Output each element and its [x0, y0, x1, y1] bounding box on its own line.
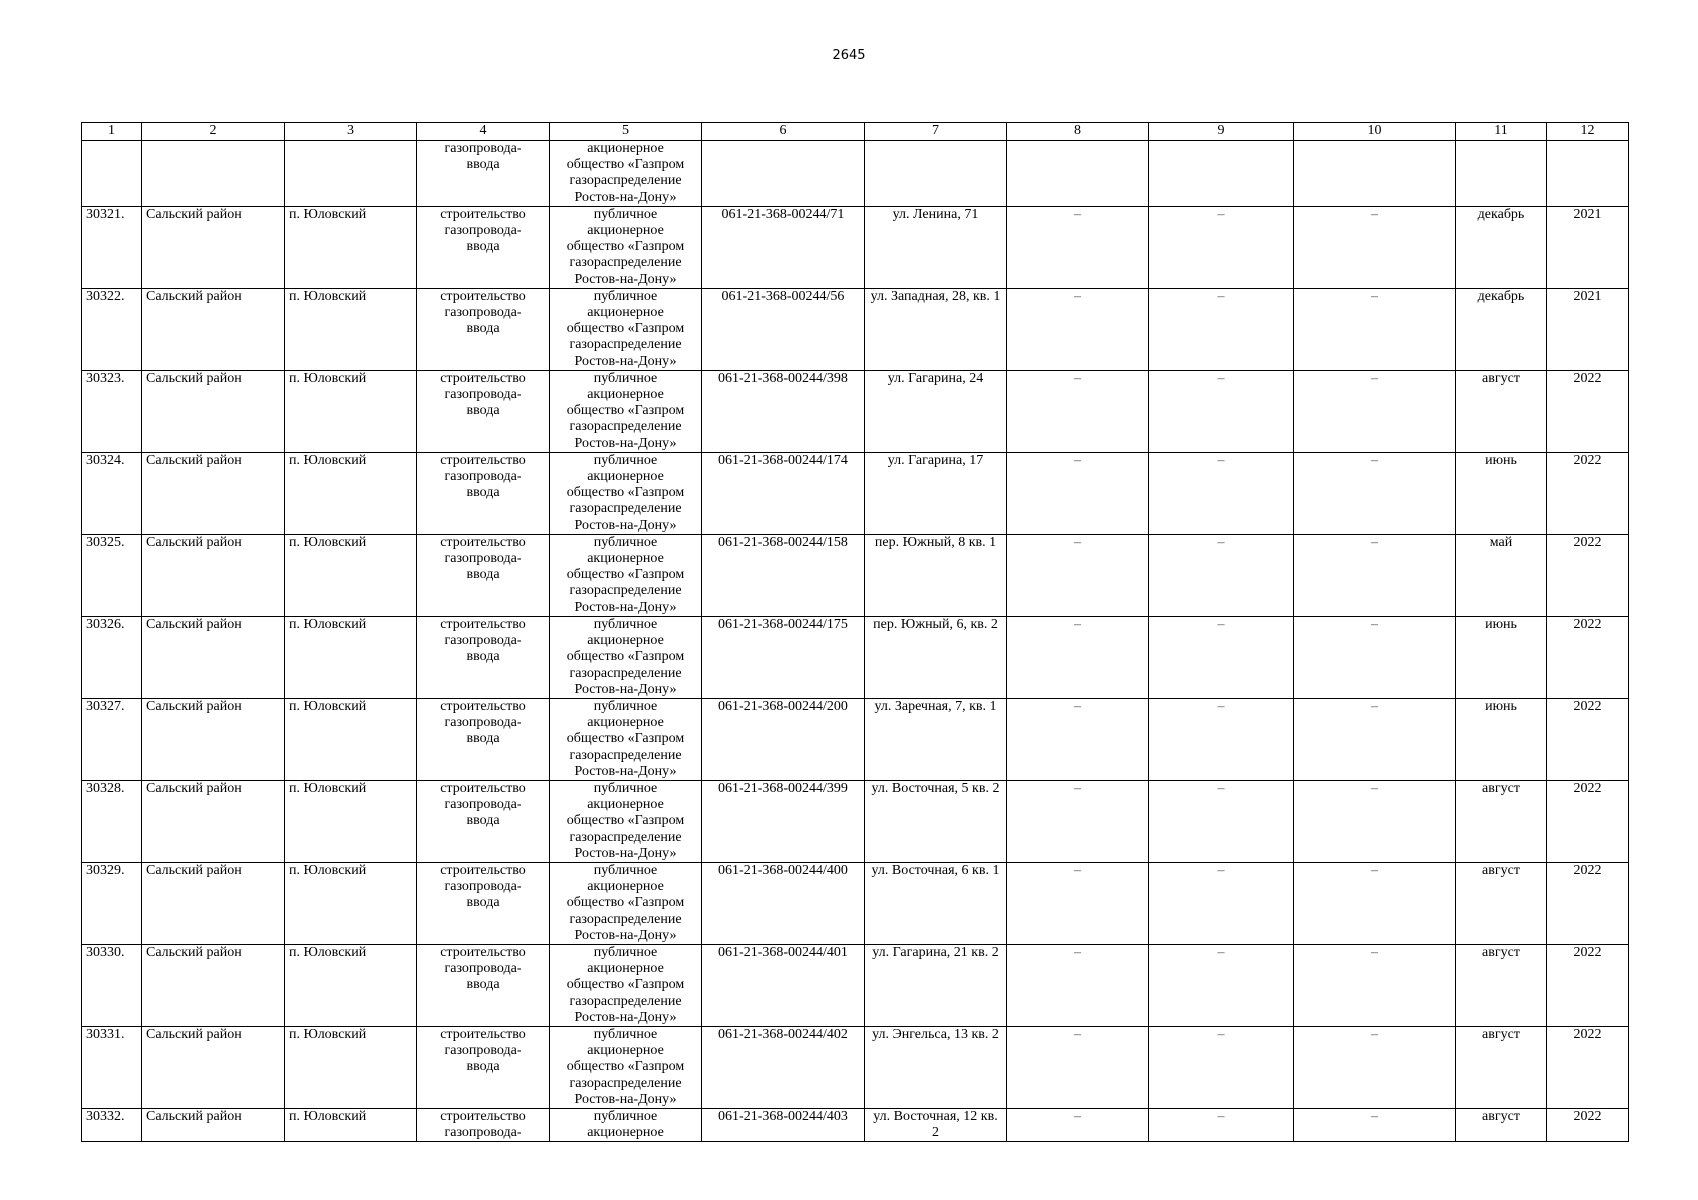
- dash-cell: –: [1007, 944, 1149, 1026]
- dash-cell: –: [1149, 1108, 1294, 1141]
- row-number-cell: 30322.: [82, 288, 142, 370]
- year-cell: 2021: [1547, 288, 1629, 370]
- district-cell: Сальский район: [142, 288, 285, 370]
- dash-cell: –: [1007, 370, 1149, 452]
- empty-cell: [1456, 141, 1547, 207]
- code-cell: 061-21-368-00244/71: [702, 206, 865, 288]
- organization-cell: публичное акционерное общество «Газпром газораспределение Ростов-на-Дону»: [550, 862, 702, 944]
- dash-cell: –: [1149, 862, 1294, 944]
- table-row: [82, 698, 1629, 780]
- dash-cell: –: [1007, 206, 1149, 288]
- settlement-cell: п. Юловский: [285, 288, 417, 370]
- header-cell: 6: [702, 123, 865, 141]
- empty-cell: [1149, 141, 1294, 207]
- work-type-cell: строительство газопровода- ввода: [417, 862, 550, 944]
- month-cell: июнь: [1456, 452, 1547, 534]
- header-cell: 12: [1547, 123, 1629, 141]
- dash-cell: –: [1007, 616, 1149, 698]
- month-cell: август: [1456, 1026, 1547, 1108]
- month-cell: август: [1456, 944, 1547, 1026]
- address-cell: ул. Заречная, 7, кв. 1: [865, 698, 1007, 780]
- dash-cell: –: [1149, 780, 1294, 862]
- district-cell: Сальский район: [142, 534, 285, 616]
- empty-cell: [1547, 141, 1629, 207]
- organization-cell: публичное акционерное общество «Газпром газораспределение Ростов-на-Дону»: [550, 616, 702, 698]
- district-cell: Сальский район: [142, 206, 285, 288]
- header-cell: 7: [865, 123, 1007, 141]
- organization-cell: публичное акционерное общество «Газпром газораспределение Ростов-на-Дону»: [550, 288, 702, 370]
- settlement-cell: п. Юловский: [285, 370, 417, 452]
- dash-cell: –: [1149, 370, 1294, 452]
- dash-cell: –: [1294, 780, 1456, 862]
- organization-cell: публичное акционерное общество «Газпром газораспределение Ростов-на-Дону»: [550, 944, 702, 1026]
- dash-cell: –: [1007, 1108, 1149, 1141]
- year-cell: 2022: [1547, 370, 1629, 452]
- code-cell: 061-21-368-00244/400: [702, 862, 865, 944]
- district-cell: Сальский район: [142, 1108, 285, 1141]
- dash-cell: –: [1294, 862, 1456, 944]
- year-cell: 2021: [1547, 206, 1629, 288]
- dash-cell: –: [1149, 534, 1294, 616]
- organization-cell: публичное акционерное общество «Газпром газораспределение Ростов-на-Дону»: [550, 452, 702, 534]
- dash-cell: –: [1294, 1026, 1456, 1108]
- dash-cell: –: [1007, 452, 1149, 534]
- dash-cell: –: [1007, 1026, 1149, 1108]
- year-cell: 2022: [1547, 862, 1629, 944]
- row-number-cell: 30325.: [82, 534, 142, 616]
- organization-cell: публичное акционерное общество «Газпром газораспределение Ростов-на-Дону»: [550, 534, 702, 616]
- organization-cell: публичное акционерное общество «Газпром газораспределение Ростов-на-Дону»: [550, 370, 702, 452]
- dash-cell: –: [1149, 288, 1294, 370]
- organization-cell: публичное акционерное: [550, 1108, 702, 1141]
- row-number-cell: 30329.: [82, 862, 142, 944]
- row-number-cell: 30321.: [82, 206, 142, 288]
- table-row-continuation: [82, 141, 1629, 207]
- header-cell: 11: [1456, 123, 1547, 141]
- district-cell: Сальский район: [142, 780, 285, 862]
- code-cell: 061-21-368-00244/174: [702, 452, 865, 534]
- dash-cell: –: [1294, 1108, 1456, 1141]
- month-cell: декабрь: [1456, 288, 1547, 370]
- row-number-cell: 30326.: [82, 616, 142, 698]
- work-type-cell: строительство газопровода- ввода: [417, 944, 550, 1026]
- work-type-cell: строительство газопровода- ввода: [417, 534, 550, 616]
- empty-cell: [702, 141, 865, 207]
- work-type-cell: строительство газопровода- ввода: [417, 452, 550, 534]
- code-cell: 061-21-368-00244/158: [702, 534, 865, 616]
- address-cell: ул. Восточная, 5 кв. 2: [865, 780, 1007, 862]
- work-type-cell: строительство газопровода- ввода: [417, 616, 550, 698]
- table-row: [82, 944, 1629, 1026]
- code-cell: 061-21-368-00244/200: [702, 698, 865, 780]
- year-cell: 2022: [1547, 534, 1629, 616]
- settlement-cell: п. Юловский: [285, 534, 417, 616]
- header-row: [82, 123, 1629, 141]
- empty-cell: [82, 141, 142, 207]
- dash-cell: –: [1294, 370, 1456, 452]
- row-number-cell: 30328.: [82, 780, 142, 862]
- district-cell: Сальский район: [142, 370, 285, 452]
- data-table: [81, 122, 1629, 1142]
- dash-cell: –: [1294, 944, 1456, 1026]
- table-row: [82, 780, 1629, 862]
- address-cell: ул. Ленина, 71: [865, 206, 1007, 288]
- row-number-cell: 30331.: [82, 1026, 142, 1108]
- dash-cell: –: [1294, 452, 1456, 534]
- code-cell: 061-21-368-00244/56: [702, 288, 865, 370]
- address-cell: пер. Южный, 6, кв. 2: [865, 616, 1007, 698]
- row-number-cell: 30330.: [82, 944, 142, 1026]
- year-cell: 2022: [1547, 1026, 1629, 1108]
- table-row: [82, 206, 1629, 288]
- district-cell: Сальский район: [142, 944, 285, 1026]
- month-cell: декабрь: [1456, 206, 1547, 288]
- dash-cell: –: [1149, 944, 1294, 1026]
- year-cell: 2022: [1547, 1108, 1629, 1141]
- dash-cell: –: [1294, 534, 1456, 616]
- empty-cell: [142, 141, 285, 207]
- header-cell: 2: [142, 123, 285, 141]
- dash-cell: –: [1007, 698, 1149, 780]
- settlement-cell: п. Юловский: [285, 616, 417, 698]
- dash-cell: –: [1294, 288, 1456, 370]
- year-cell: 2022: [1547, 616, 1629, 698]
- row-number-cell: 30323.: [82, 370, 142, 452]
- empty-cell: [285, 141, 417, 207]
- address-cell: ул. Энгельса, 13 кв. 2: [865, 1026, 1007, 1108]
- work-type-cell: газопровода- ввода: [417, 141, 550, 207]
- header-cell: 3: [285, 123, 417, 141]
- code-cell: 061-21-368-00244/403: [702, 1108, 865, 1141]
- dash-cell: –: [1149, 206, 1294, 288]
- settlement-cell: п. Юловский: [285, 780, 417, 862]
- organization-cell: публичное акционерное общество «Газпром газораспределение Ростов-на-Дону»: [550, 206, 702, 288]
- row-number-cell: 30327.: [82, 698, 142, 780]
- work-type-cell: строительство газопровода- ввода: [417, 698, 550, 780]
- empty-cell: [1294, 141, 1456, 207]
- dash-cell: –: [1007, 862, 1149, 944]
- district-cell: Сальский район: [142, 862, 285, 944]
- settlement-cell: п. Юловский: [285, 1026, 417, 1108]
- year-cell: 2022: [1547, 944, 1629, 1026]
- month-cell: август: [1456, 370, 1547, 452]
- table-row: [82, 452, 1629, 534]
- code-cell: 061-21-368-00244/402: [702, 1026, 865, 1108]
- dash-cell: –: [1149, 698, 1294, 780]
- address-cell: ул. Гагарина, 17: [865, 452, 1007, 534]
- district-cell: Сальский район: [142, 698, 285, 780]
- dash-cell: –: [1149, 616, 1294, 698]
- month-cell: июнь: [1456, 698, 1547, 780]
- settlement-cell: п. Юловский: [285, 698, 417, 780]
- dash-cell: –: [1294, 698, 1456, 780]
- page-number: 2645: [832, 48, 866, 63]
- month-cell: август: [1456, 862, 1547, 944]
- empty-cell: [865, 141, 1007, 207]
- year-cell: 2022: [1547, 698, 1629, 780]
- code-cell: 061-21-368-00244/398: [702, 370, 865, 452]
- header-cell: 4: [417, 123, 550, 141]
- dash-cell: –: [1294, 206, 1456, 288]
- settlement-cell: п. Юловский: [285, 206, 417, 288]
- dash-cell: –: [1007, 534, 1149, 616]
- code-cell: 061-21-368-00244/399: [702, 780, 865, 862]
- dash-cell: –: [1007, 288, 1149, 370]
- dash-cell: –: [1149, 452, 1294, 534]
- address-cell: ул. Восточная, 6 кв. 1: [865, 862, 1007, 944]
- table-row: [82, 862, 1629, 944]
- month-cell: август: [1456, 1108, 1547, 1141]
- district-cell: Сальский район: [142, 452, 285, 534]
- work-type-cell: строительство газопровода-: [417, 1108, 550, 1141]
- address-cell: ул. Восточная, 12 кв. 2: [865, 1108, 1007, 1141]
- year-cell: 2022: [1547, 780, 1629, 862]
- month-cell: май: [1456, 534, 1547, 616]
- settlement-cell: п. Юловский: [285, 944, 417, 1026]
- month-cell: июнь: [1456, 616, 1547, 698]
- address-cell: пер. Южный, 8 кв. 1: [865, 534, 1007, 616]
- settlement-cell: п. Юловский: [285, 452, 417, 534]
- address-cell: ул. Западная, 28, кв. 1: [865, 288, 1007, 370]
- header-cell: 5: [550, 123, 702, 141]
- row-number-cell: 30332.: [82, 1108, 142, 1141]
- settlement-cell: п. Юловский: [285, 1108, 417, 1141]
- table-row: [82, 616, 1629, 698]
- table-row: [82, 288, 1629, 370]
- header-cell: 8: [1007, 123, 1149, 141]
- row-number-cell: 30324.: [82, 452, 142, 534]
- table-row: [82, 534, 1629, 616]
- work-type-cell: строительство газопровода- ввода: [417, 780, 550, 862]
- address-cell: ул. Гагарина, 21 кв. 2: [865, 944, 1007, 1026]
- month-cell: август: [1456, 780, 1547, 862]
- table-row: [82, 370, 1629, 452]
- organization-cell: публичное акционерное общество «Газпром газораспределение Ростов-на-Дону»: [550, 780, 702, 862]
- header-cell: 10: [1294, 123, 1456, 141]
- dash-cell: –: [1149, 1026, 1294, 1108]
- organization-cell: акционерное общество «Газпром газораспределение Ростов-на-Дону»: [550, 141, 702, 207]
- work-type-cell: строительство газопровода- ввода: [417, 370, 550, 452]
- work-type-cell: строительство газопровода- ввода: [417, 1026, 550, 1108]
- dash-cell: –: [1007, 780, 1149, 862]
- work-type-cell: строительство газопровода- ввода: [417, 206, 550, 288]
- work-type-cell: строительство газопровода- ввода: [417, 288, 550, 370]
- organization-cell: публичное акционерное общество «Газпром газораспределение Ростов-на-Дону»: [550, 1026, 702, 1108]
- header-cell: 1: [82, 123, 142, 141]
- code-cell: 061-21-368-00244/175: [702, 616, 865, 698]
- address-cell: ул. Гагарина, 24: [865, 370, 1007, 452]
- table-row: [82, 1026, 1629, 1108]
- code-cell: 061-21-368-00244/401: [702, 944, 865, 1026]
- year-cell: 2022: [1547, 452, 1629, 534]
- empty-cell: [1007, 141, 1149, 207]
- district-cell: Сальский район: [142, 616, 285, 698]
- table-row: [82, 1108, 1629, 1141]
- header-cell: 9: [1149, 123, 1294, 141]
- dash-cell: –: [1294, 616, 1456, 698]
- district-cell: Сальский район: [142, 1026, 285, 1108]
- organization-cell: публичное акционерное общество «Газпром газораспределение Ростов-на-Дону»: [550, 698, 702, 780]
- settlement-cell: п. Юловский: [285, 862, 417, 944]
